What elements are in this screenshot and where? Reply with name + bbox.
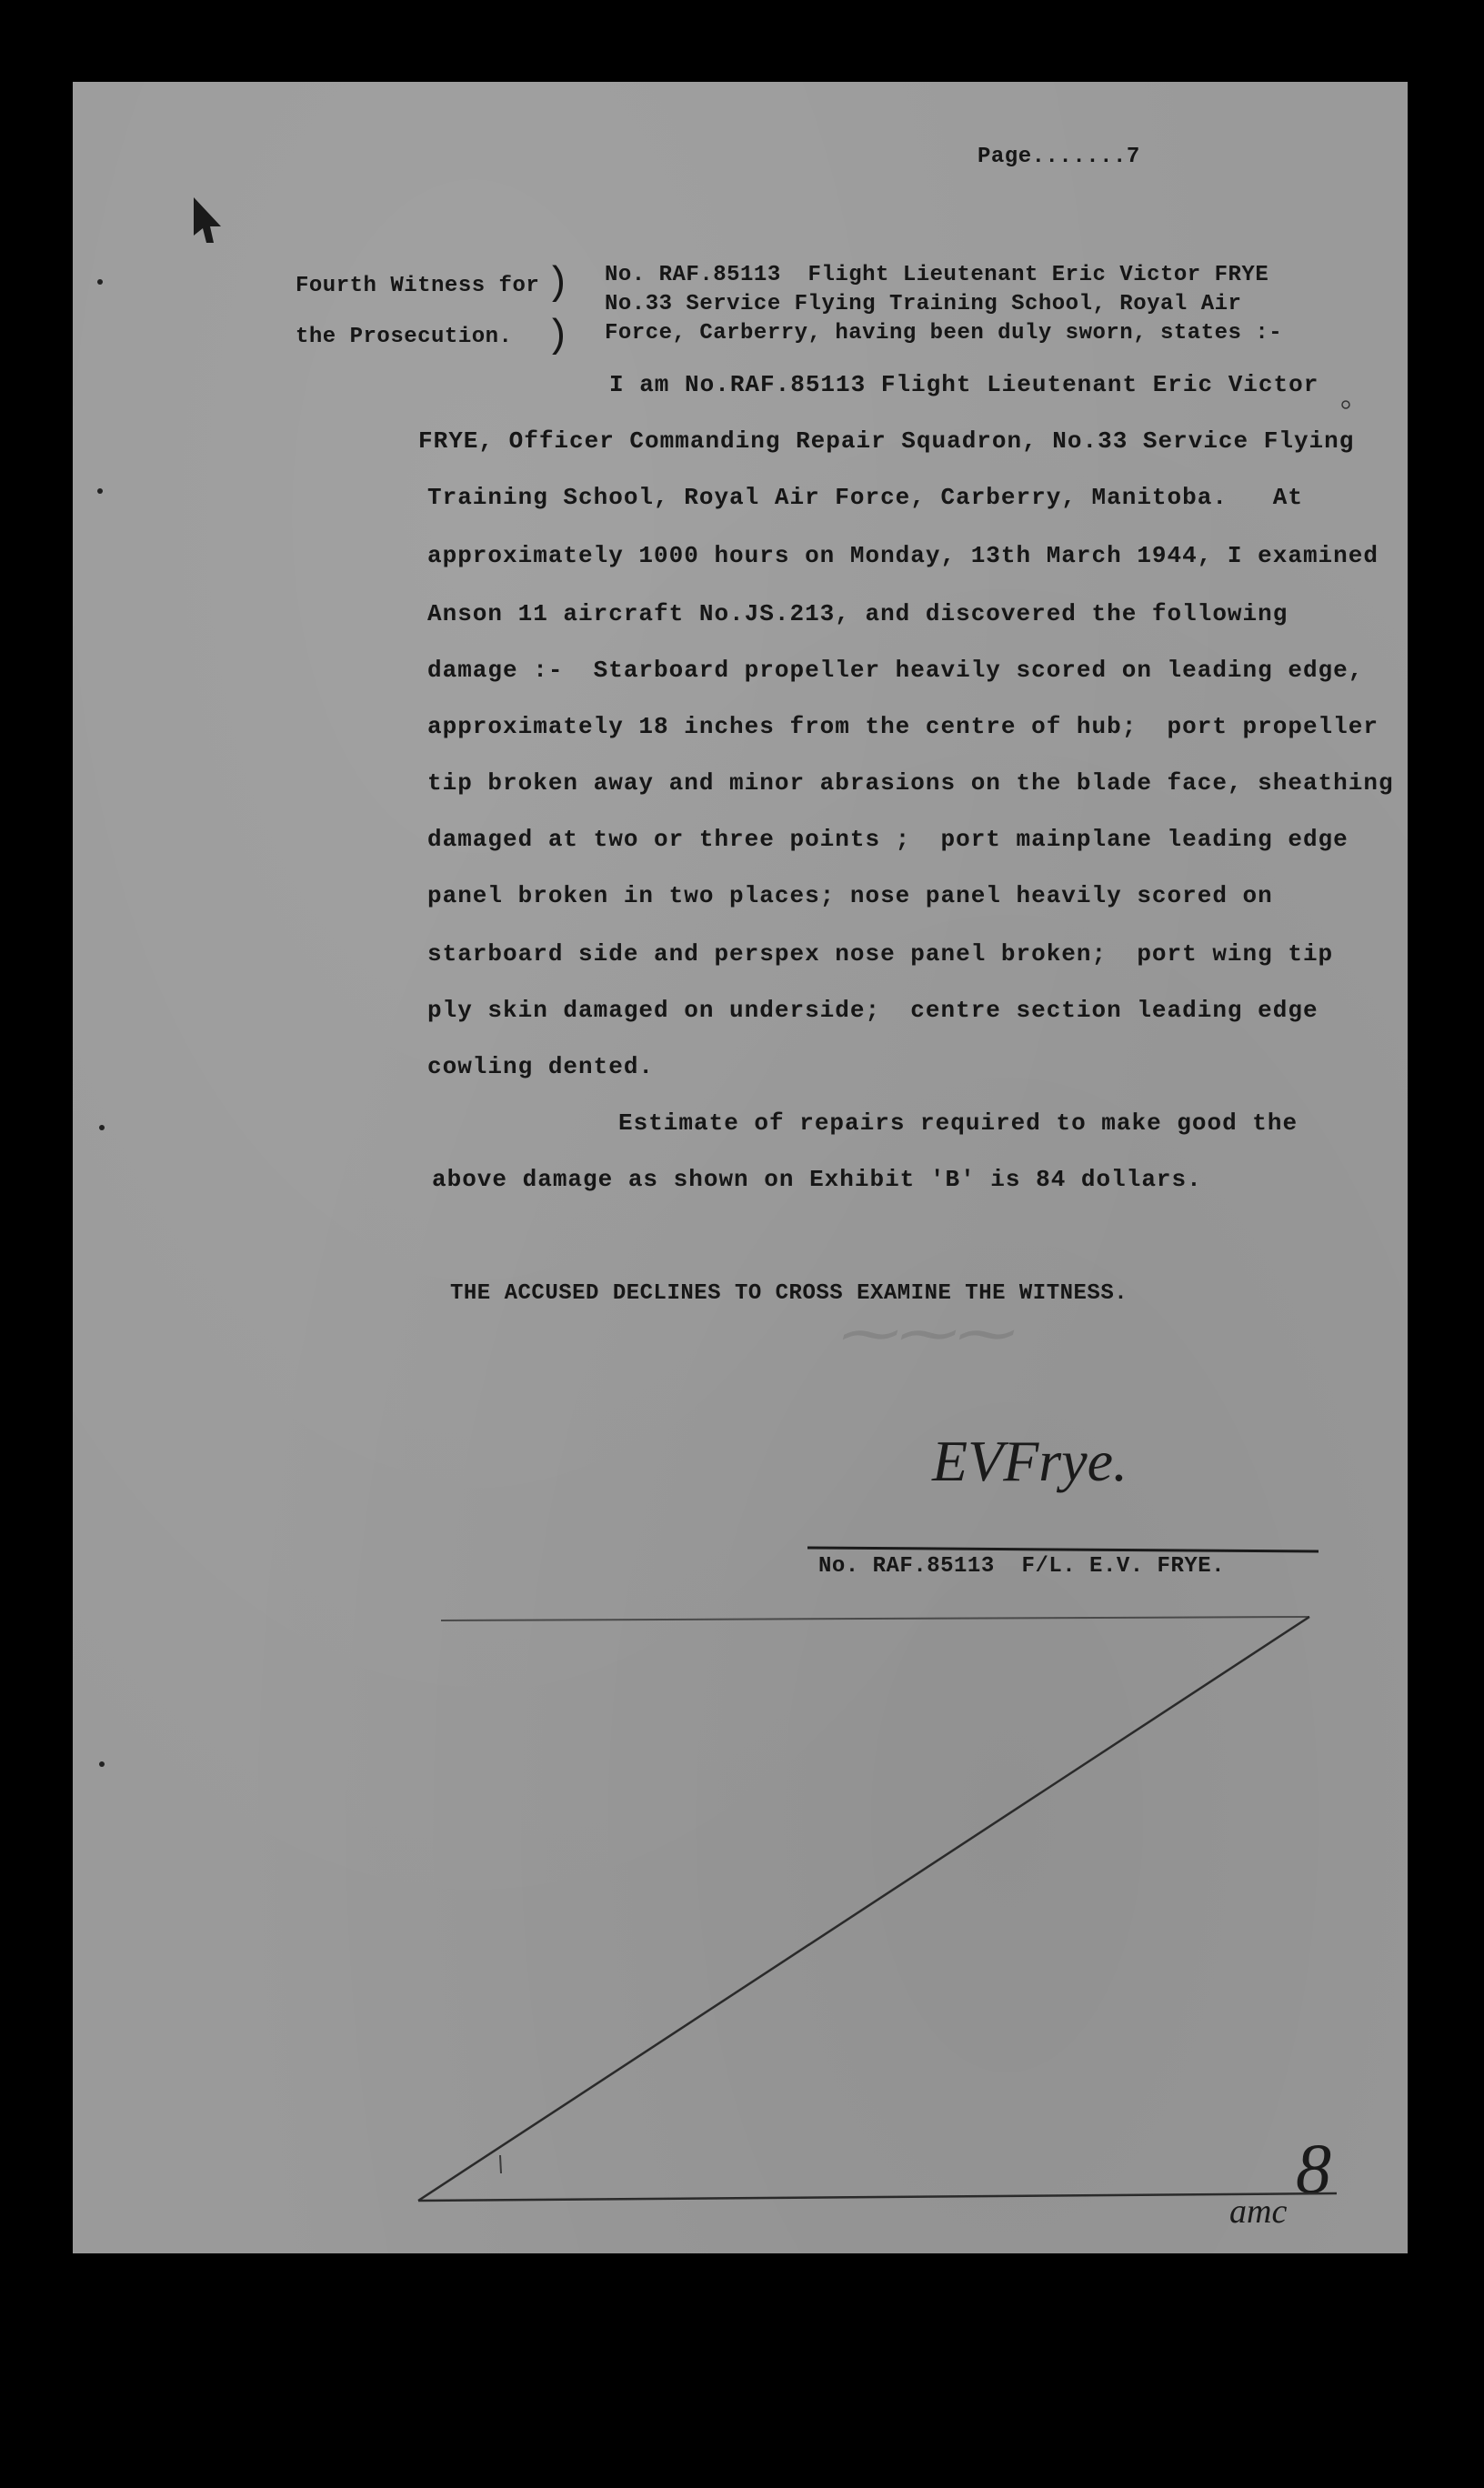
witness-id-line-2: No.33 Service Flying Training School, Royal Air: [605, 292, 1242, 316]
arrow-mark-icon: [186, 196, 241, 250]
tick-mark: [500, 2155, 501, 2173]
handwritten-signature: EVFrye.: [932, 1429, 1128, 1493]
estimate-line: above damage as shown on Exhibit 'B' is 84 dollars.: [432, 1166, 1202, 1193]
statement-line: I am No.RAF.85113 Flight Lieutenant Eric Victor: [609, 371, 1319, 398]
statement-line: damage :- Starboard propeller heavily scored on leading edge,: [427, 657, 1364, 684]
statement-line: starboard side and perspex nose panel broken; port wing tip: [427, 940, 1334, 968]
cancellation-top-rule: [441, 1617, 1309, 1620]
witness-id-line-1: No. RAF.85113 Flight Lieutenant Eric Victor FRYE: [605, 263, 1269, 287]
document-rules: [73, 82, 1408, 2253]
cancellation-bottom-rule: [418, 2193, 1337, 2201]
statement-line: approximately 18 inches from the centre of hub; port propeller: [427, 713, 1379, 740]
witness-label-line-2: the Prosecution.: [296, 325, 513, 349]
page-number: Page.......7: [978, 145, 1140, 169]
typed-signature: No. RAF.85113 F/L. E.V. FRYE.: [818, 1554, 1226, 1579]
handwritten-initials: amc: [1229, 2192, 1288, 2231]
witness-label-line-1: Fourth Witness for: [296, 274, 540, 298]
declines-statement: THE ACCUSED DECLINES TO CROSS EXAMINE THE WITNESS.: [450, 1281, 1128, 1306]
speck: [99, 1125, 105, 1130]
statement-line: Training School, Royal Air Force, Carberry, Manitoba. At: [427, 484, 1303, 511]
statement-line: approximately 1000 hours on Monday, 13th March 1944, I examined: [427, 542, 1379, 569]
document-page: [73, 82, 1408, 2253]
speck: [97, 279, 103, 285]
cancellation-diagonal: [418, 1617, 1309, 2201]
statement-line: cowling dented.: [427, 1053, 655, 1080]
brace-bottom: ): [546, 314, 570, 359]
statement-line: Anson 11 aircraft No.JS.213, and discovered the following: [427, 600, 1288, 627]
estimate-line: Estimate of repairs required to make good the: [618, 1109, 1298, 1137]
brace-top: ): [546, 261, 570, 306]
signature-line: [807, 1548, 1319, 1551]
statement-line: tip broken away and minor abrasions on the blade face, sheathing: [427, 769, 1394, 797]
bleed-through-mark: ⁓⁓⁓: [837, 1301, 1011, 1366]
speck: [99, 1761, 105, 1767]
statement-line: ply skin damaged on underside; centre section leading edge: [427, 997, 1319, 1024]
statement-line: panel broken in two places; nose panel heavily scored on: [427, 882, 1273, 909]
speck: [1342, 401, 1349, 408]
witness-id-line-3: Force, Carberry, having been duly sworn, states :-: [605, 321, 1283, 346]
handwritten-page-number: 8: [1296, 2129, 1331, 2208]
statement-line: FRYE, Officer Commanding Repair Squadron, No.33 Service Flying: [418, 427, 1355, 455]
statement-line: damaged at two or three points ; port mainplane leading edge: [427, 826, 1349, 853]
speck: [97, 488, 103, 494]
